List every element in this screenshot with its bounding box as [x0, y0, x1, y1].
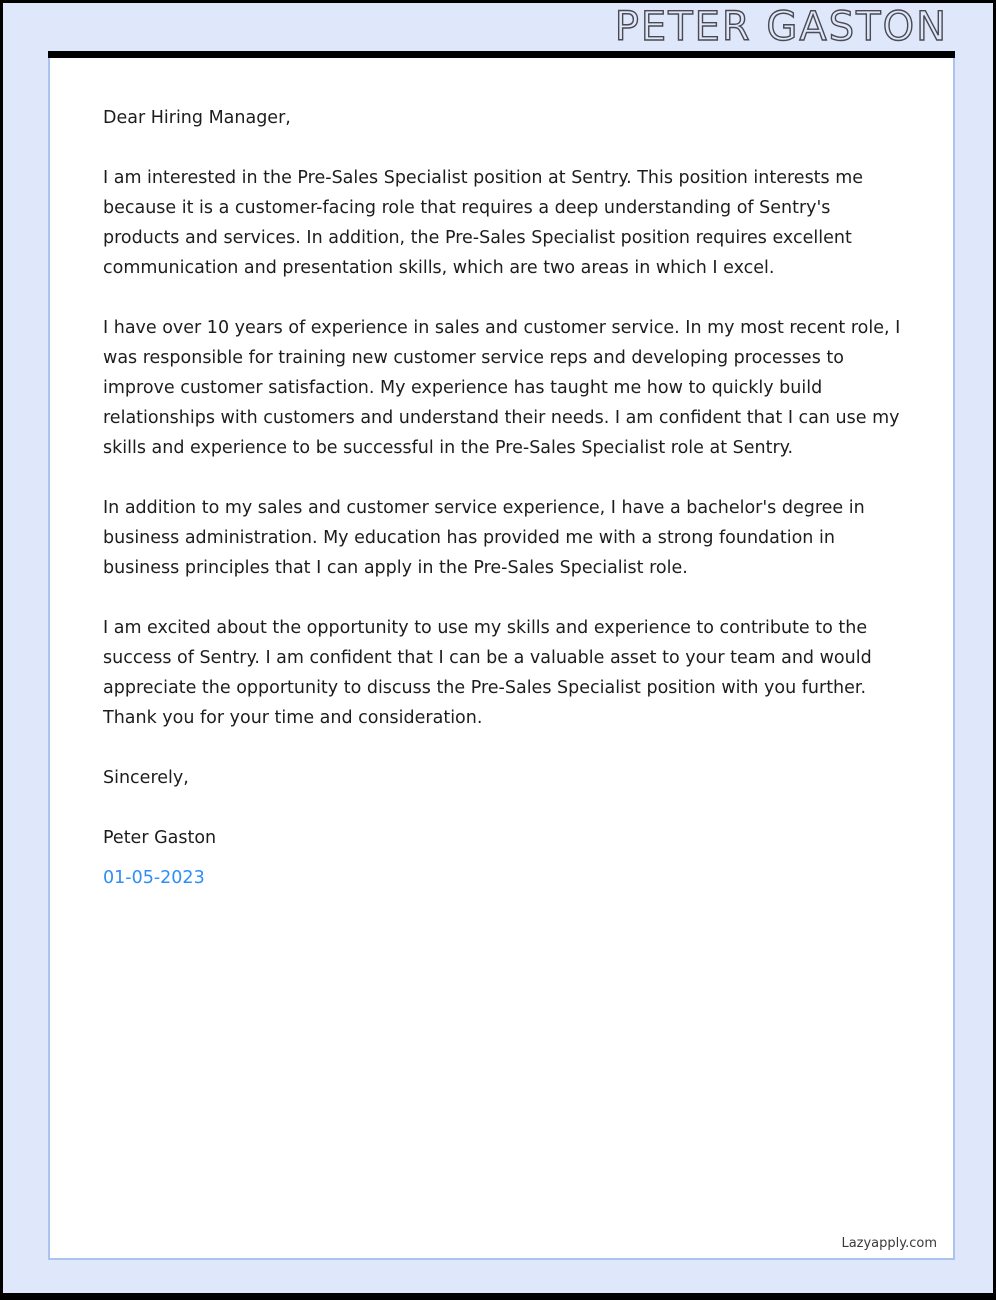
letter-paragraph-2: I have over 10 years of experience in sales and customer service. In my most recent role, I was responsible for training new customer service reps and developing processes to improve customer satisfaction. My experience has taught me how to quickly build relationships with customers and understand their needs. I am confident that I can use my skills and experience to be successful in the Pre-Sales Specialist role at Sentry. — [103, 318, 901, 458]
document-header — [3, 3, 993, 51]
footer-credit: Lazyapply.com — [841, 1236, 937, 1251]
cover-letter-page — [48, 58, 955, 1260]
letter-signature-name: Peter Gaston — [103, 828, 217, 848]
document-canvas — [3, 3, 993, 1293]
letter-date: 01-05-2023 — [103, 868, 205, 888]
letter-closing: Sincerely, — [103, 768, 189, 788]
letter-paragraph-4: I am excited about the opportunity to use my skills and experience to contribute to the success of Sentry. I am confident that I can be a valuable asset to your team and would appreciate the opportunity to discuss the Pre-Sales Specialist position with you further. Thank you for your time and consideration. — [103, 618, 872, 728]
candidate-name-heading: PETER GASTON — [614, 4, 948, 50]
letter-salutation: Dear Hiring Manager, — [103, 108, 291, 128]
letter-paragraph-1: I am interested in the Pre-Sales Specialist position at Sentry. This position interests me because it is a customer-facing role that requires a deep understanding of Sentry's products and services. In addition, the Pre-Sales Specialist position requires excellent communication and presentation skills, which are two areas in which I excel. — [103, 168, 864, 278]
header-divider-rule — [48, 51, 955, 58]
letter-paragraph-3: In addition to my sales and customer service experience, I have a bachelor's degree in business administration. My education has provided me with a strong foundation in business principles that I can apply in the Pre-Sales Specialist role. — [103, 498, 865, 578]
letter-body — [103, 103, 901, 893]
